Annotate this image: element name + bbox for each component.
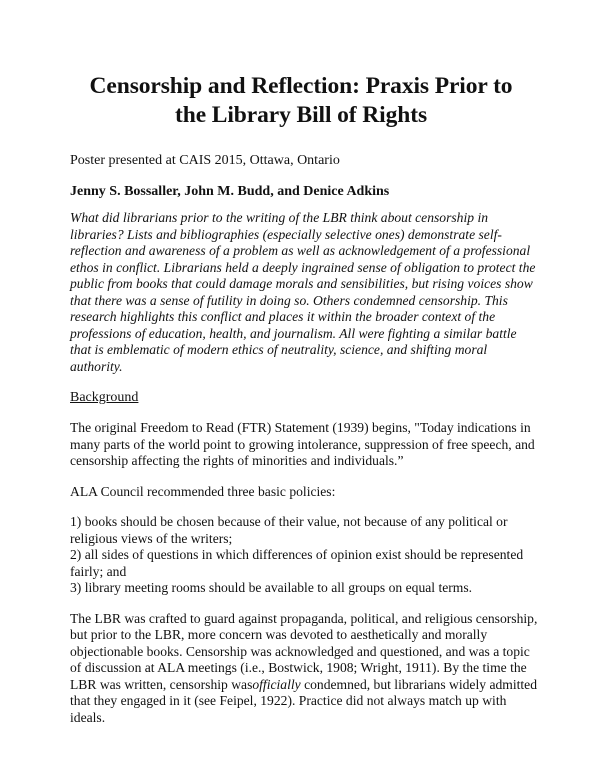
venue-line: Poster presented at CAIS 2015, Ottawa, Ontario	[70, 153, 340, 168]
paper-title	[70, 72, 532, 130]
policy-list	[70, 514, 532, 597]
abstract-line: that is emblematic of modern ethics of neutrality, science, and shifting moral	[70, 342, 488, 357]
lbr-text-before: LBR was written, censorship was	[70, 676, 253, 692]
policy-line: 2) all sides of questions in which differences of opinion exist should be represented	[70, 547, 524, 562]
paragraph-line: objectionable books. Censorship was acknowledged and questioned, and was a topic	[70, 643, 530, 659]
policy-line: religious views of the writers;	[70, 530, 233, 546]
abstract-line: professions of education, health, and journalism. All were fighting a similar battle	[70, 325, 517, 341]
ala-intro: ALA Council recommended three basic policies:	[70, 483, 336, 499]
abstract	[70, 210, 536, 375]
paragraph-line: The original Freedom to Read (FTR) Statement (1939) begins, "Today indications in	[70, 420, 531, 435]
paragraph-line: but prior to the LBR, more concern was devoted to aesthetically and morally	[70, 627, 488, 642]
policy-line: fairly; and	[70, 563, 127, 579]
paragraph-line: of discussion at ALA meetings (i.e., Bostwick, 1908; Wright, 1911). By the time the	[70, 660, 527, 675]
policy-line: 3) library meeting rooms should be available to all groups on equal terms.	[70, 580, 473, 595]
lbr-paragraph	[70, 610, 538, 727]
lbr-text-after: condemned, but librarians widely admitted	[300, 676, 538, 692]
abstract-line: reflection and awareness of a problem as well as acknowledgement of a professional	[70, 243, 531, 258]
abstract-line: public from books that could damage morals and sensibilities, but rising voices show	[70, 276, 533, 291]
abstract-line: libraries? Lists and bibliographies (especially selective ones) demonstrate self-	[70, 226, 502, 242]
abstract-line: What did librarians prior to the writing of the LBR think about censorship in	[70, 210, 489, 225]
abstract-line: that there was a sense of futility in doing so. Others condemned censorship. This	[70, 292, 508, 308]
abstract-line: research highlights this conflict and places it within the broader context of the	[70, 309, 496, 324]
ftr-paragraph	[70, 420, 535, 470]
paragraph-line-mixed	[70, 676, 538, 694]
abstract-line: ethos in conflict. Librarians held a deeply ingrained sense of obligation to protect the	[70, 259, 536, 275]
paragraph-line: The LBR was crafted to guard against propaganda, political, and religious censorship,	[70, 610, 538, 626]
title-line-2: the Library Bill of Rights	[175, 102, 427, 128]
abstract-line: authority.	[70, 358, 123, 374]
paragraph-line: that they engaged in it (see Feipel, 1922). Practice did not always match up with	[70, 693, 507, 708]
author-list: Jenny S. Bossaller, John M. Budd, and Denice Adkins	[70, 184, 390, 199]
paragraph-line: many parts of the world point to growing intolerance, suppression of free speech, and	[70, 436, 535, 452]
paragraph-line: ideals.	[70, 709, 106, 725]
policy-line: 1) books should be chosen because of their value, not because of any political or	[70, 514, 508, 529]
paragraph-line: censorship affecting the rights of minorities and individuals.”	[70, 453, 404, 468]
lbr-emphasis: officially	[252, 676, 301, 692]
background-heading: Background	[70, 390, 139, 405]
document-page	[70, 72, 538, 740]
title-line-1: Censorship and Reflection: Praxis Prior to	[89, 73, 513, 99]
